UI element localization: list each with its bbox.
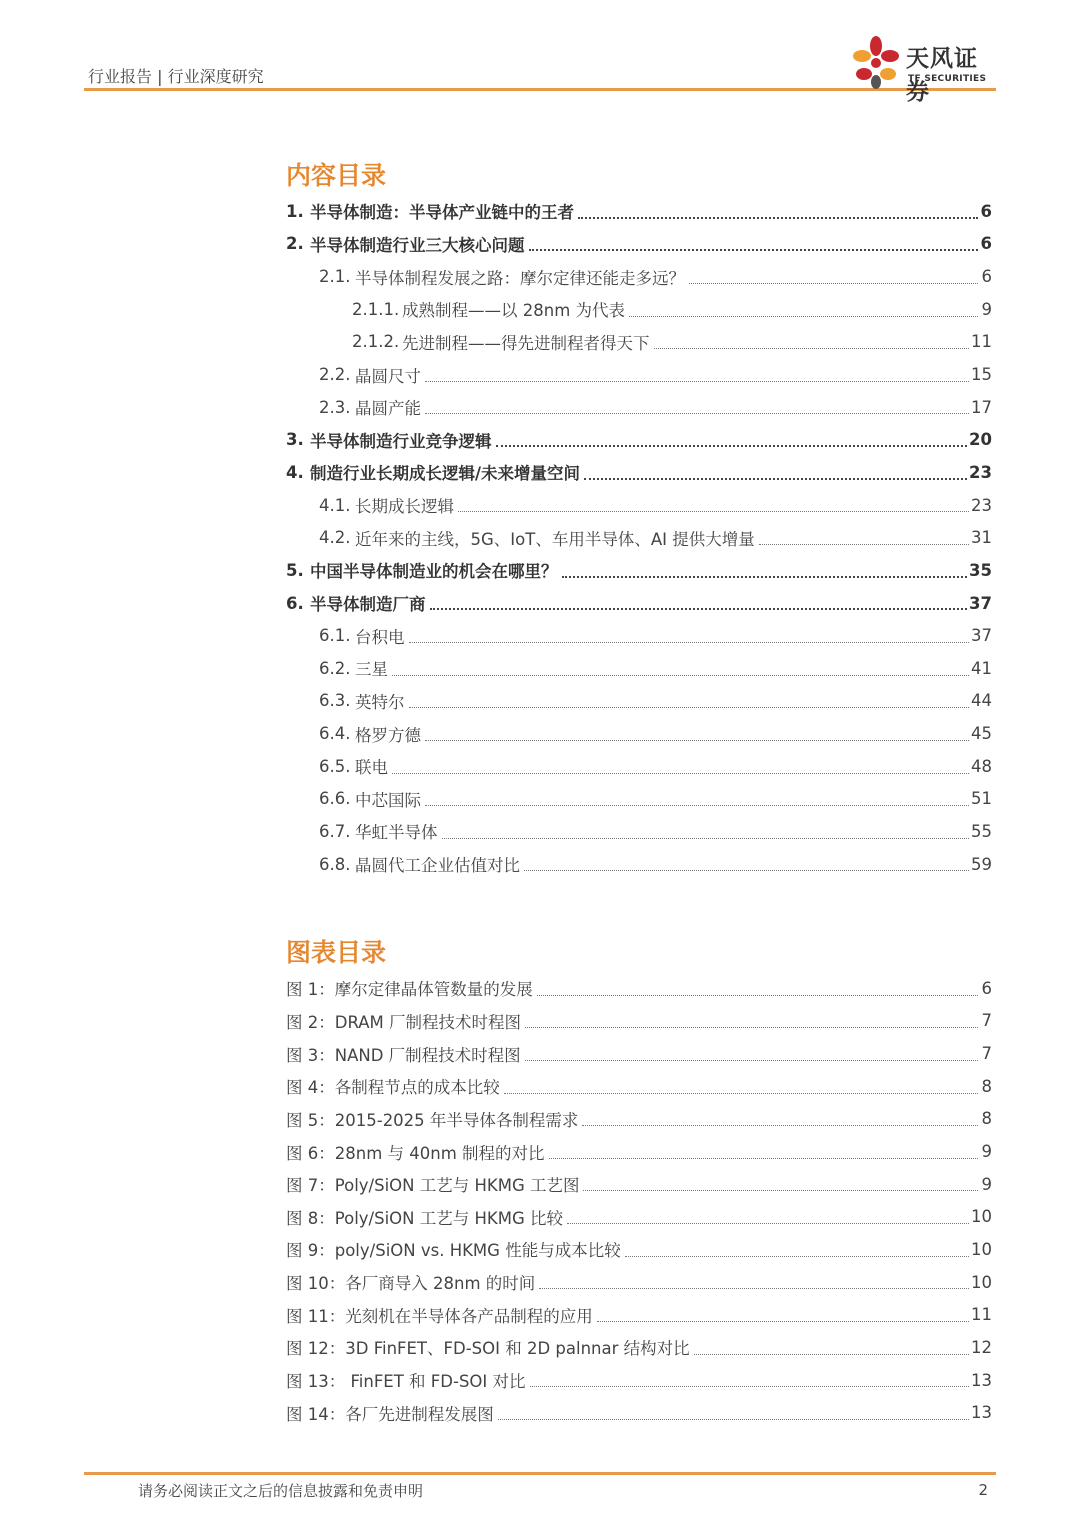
toc-entry-page: 37 bbox=[969, 593, 992, 613]
figure-entry-page: 7 bbox=[981, 1044, 992, 1064]
toc-entry-title: 英特尔 bbox=[355, 692, 405, 712]
toc-list bbox=[286, 195, 992, 880]
toc-entry-number: 6.6. bbox=[319, 789, 351, 809]
toc-entry[interactable] bbox=[286, 554, 992, 587]
dot-leader bbox=[392, 772, 969, 774]
toc-entry[interactable] bbox=[286, 326, 992, 359]
figure-entry-page: 13 bbox=[971, 1403, 992, 1423]
dot-leader bbox=[549, 1157, 978, 1159]
logo-subtitle: TF SECURITIES bbox=[908, 74, 987, 84]
figure-entry-page: 8 bbox=[981, 1076, 992, 1096]
dot-leader bbox=[597, 1320, 969, 1322]
toc-entry-number: 3. bbox=[286, 430, 304, 450]
toc-entry-page: 17 bbox=[971, 397, 992, 417]
toc-entry[interactable] bbox=[286, 619, 992, 652]
toc-entry-number: 6.3. bbox=[319, 691, 351, 711]
toc-entry-page: 48 bbox=[971, 756, 992, 776]
figure-entry-title: 图 11：光刻机在半导体各产品制程的应用 bbox=[286, 1306, 593, 1326]
toc-entry[interactable] bbox=[286, 489, 992, 522]
toc-entry-number: 6.8. bbox=[319, 854, 351, 874]
figures-title: 图表目录 bbox=[286, 938, 387, 967]
dot-leader bbox=[625, 1255, 969, 1257]
toc-entry[interactable] bbox=[286, 750, 992, 783]
toc-entry-number: 6.5. bbox=[319, 756, 351, 776]
toc-entry-number: 6.7. bbox=[319, 821, 351, 841]
figure-entry-page: 10 bbox=[971, 1239, 992, 1259]
toc-entry[interactable] bbox=[286, 587, 992, 620]
figure-entry[interactable] bbox=[286, 1135, 992, 1168]
dot-leader bbox=[530, 1385, 969, 1387]
dot-leader bbox=[425, 739, 969, 741]
dot-leader bbox=[442, 837, 970, 839]
figure-entry-page: 13 bbox=[971, 1370, 992, 1390]
toc-entry[interactable] bbox=[286, 783, 992, 816]
toc-entry[interactable] bbox=[286, 358, 992, 391]
figures-list bbox=[286, 972, 992, 1429]
footer-disclaimer: 请务必阅读正文之后的信息披露和免责申明 bbox=[138, 1482, 424, 1500]
header-breadcrumb: 行业报告 | 行业深度研究 bbox=[88, 67, 264, 86]
figure-entry-title: 图 2：DRAM 厂制程技术时程图 bbox=[286, 1012, 522, 1032]
figure-entry-title: 图 3：NAND 厂制程技术时程图 bbox=[286, 1045, 521, 1065]
toc-entry-page: 44 bbox=[971, 691, 992, 711]
toc-entry-title: 先进制程——得先进制程者得天下 bbox=[402, 333, 650, 353]
figure-entry-page: 9 bbox=[981, 1174, 992, 1194]
toc-entry-page: 6 bbox=[980, 234, 992, 254]
toc-entry-page: 35 bbox=[969, 560, 992, 580]
toc-entry-number: 2. bbox=[286, 234, 304, 254]
figure-entry[interactable] bbox=[286, 1103, 992, 1136]
figure-entry[interactable] bbox=[286, 1298, 992, 1331]
figure-entry-title: 图 7：Poly/SiON 工艺与 HKMG 工艺图 bbox=[286, 1176, 580, 1196]
figure-entry[interactable] bbox=[286, 1070, 992, 1103]
dot-leader bbox=[529, 248, 979, 251]
toc-entry-page: 41 bbox=[971, 658, 992, 678]
figure-entry[interactable] bbox=[286, 1396, 992, 1429]
toc-entry-title: 晶圆产能 bbox=[355, 399, 421, 419]
toc-entry-title: 制造行业长期成长逻辑/未来增量空间 bbox=[310, 464, 581, 484]
toc-entry-title: 中国半导体制造业的机会在哪里？ bbox=[310, 562, 558, 582]
dot-leader bbox=[496, 444, 968, 447]
toc-entry[interactable] bbox=[286, 652, 992, 685]
footer-rule bbox=[84, 1472, 996, 1475]
figure-entry-title: 图 4：各制程节点的成本比较 bbox=[286, 1078, 500, 1098]
toc-entry[interactable] bbox=[286, 195, 992, 228]
toc-entry-title: 半导体制造行业竞争逻辑 bbox=[310, 431, 492, 451]
toc-entry[interactable] bbox=[286, 685, 992, 718]
toc-entry-page: 6 bbox=[981, 267, 992, 287]
toc-entry[interactable] bbox=[286, 391, 992, 424]
figure-entry[interactable] bbox=[286, 1331, 992, 1364]
toc-entry-number: 2.1. bbox=[319, 267, 351, 287]
dot-leader bbox=[425, 412, 969, 414]
dot-leader bbox=[539, 1287, 969, 1289]
toc-entry-page: 15 bbox=[971, 365, 992, 385]
figure-entry-page: 12 bbox=[971, 1337, 992, 1357]
dot-leader bbox=[583, 1189, 978, 1191]
figure-entry[interactable] bbox=[286, 1233, 992, 1266]
figure-entry-page: 9 bbox=[981, 1142, 992, 1162]
dot-leader bbox=[629, 315, 978, 317]
toc-entry-title: 半导体制程发展之路：摩尔定律还能走多远？ bbox=[355, 268, 685, 288]
toc-entry-number: 2.2. bbox=[319, 365, 351, 385]
dot-leader bbox=[458, 510, 969, 512]
toc-entry-title: 成熟制程——以 28nm 为代表 bbox=[402, 301, 626, 321]
figure-entry-title: 图 8：Poly/SiON 工艺与 HKMG 比较 bbox=[286, 1208, 563, 1228]
dot-leader bbox=[694, 1353, 969, 1355]
toc-entry-number: 6.4. bbox=[319, 724, 351, 744]
toc-entry-page: 20 bbox=[969, 430, 992, 450]
figure-entry[interactable] bbox=[286, 1364, 992, 1397]
figure-entry-page: 6 bbox=[981, 978, 992, 998]
toc-entry-title: 半导体制造行业三大核心问题 bbox=[310, 235, 525, 255]
toc-entry-title: 台积电 bbox=[355, 627, 405, 647]
dot-leader bbox=[425, 380, 969, 382]
toc-entry-number: 5. bbox=[286, 560, 304, 580]
dot-leader bbox=[562, 575, 968, 578]
toc-entry-page: 6 bbox=[980, 201, 992, 221]
toc-entry-number: 2.3. bbox=[319, 397, 351, 417]
flower-logo-icon bbox=[850, 34, 904, 90]
toc-entry-number: 6.2. bbox=[319, 658, 351, 678]
toc-entry-page: 45 bbox=[971, 724, 992, 744]
company-logo bbox=[850, 34, 1000, 105]
figure-entry[interactable] bbox=[286, 1266, 992, 1299]
toc-entry-title: 长期成长逻辑 bbox=[355, 497, 454, 517]
dot-leader bbox=[654, 347, 970, 349]
figure-entry-title: 图 12：3D FinFET、FD-SOI 和 2D palnnar 结构对比 bbox=[286, 1339, 690, 1359]
dot-leader bbox=[498, 1418, 969, 1420]
toc-entry-title: 华虹半导体 bbox=[355, 823, 438, 843]
toc-entry-title: 三星 bbox=[355, 660, 388, 680]
toc-entry-page: 11 bbox=[971, 332, 992, 352]
figure-entry[interactable] bbox=[286, 1005, 992, 1038]
dot-leader bbox=[567, 1222, 969, 1224]
toc-entry[interactable] bbox=[286, 717, 992, 750]
dot-leader bbox=[409, 641, 970, 643]
dot-leader bbox=[525, 1059, 978, 1061]
toc-entry-number: 4.1. bbox=[319, 495, 351, 515]
toc-entry[interactable] bbox=[286, 260, 992, 293]
toc-entry[interactable] bbox=[286, 815, 992, 848]
dot-leader bbox=[537, 994, 978, 996]
toc-entry[interactable] bbox=[286, 848, 992, 881]
toc-entry-number: 2.1.1. bbox=[352, 299, 400, 319]
toc-entry[interactable] bbox=[286, 521, 992, 554]
dot-leader bbox=[430, 607, 968, 610]
figure-entry-title: 图 1：摩尔定律晶体管数量的发展 bbox=[286, 980, 533, 1000]
dot-leader bbox=[578, 216, 978, 219]
toc-entry-number: 6. bbox=[286, 593, 304, 613]
toc-entry-page: 59 bbox=[971, 854, 992, 874]
dot-leader bbox=[504, 1092, 978, 1094]
toc-entry-number: 2.1.2. bbox=[352, 332, 400, 352]
dot-leader bbox=[409, 706, 970, 708]
dot-leader bbox=[392, 674, 969, 676]
figure-entry-title: 图 5：2015-2025 年半导体各制程需求 bbox=[286, 1110, 579, 1130]
dot-leader bbox=[525, 1026, 978, 1028]
toc-entry-page: 31 bbox=[971, 528, 992, 548]
figure-entry-title: 图 6：28nm 与 40nm 制程的对比 bbox=[286, 1143, 545, 1163]
figure-entry-page: 8 bbox=[981, 1109, 992, 1129]
toc-entry-number: 4. bbox=[286, 462, 304, 482]
toc-entry-page: 37 bbox=[971, 626, 992, 646]
toc-entry-title: 联电 bbox=[355, 758, 388, 778]
toc-entry[interactable] bbox=[286, 456, 992, 489]
toc-entry-title: 近年来的主线，5G、IoT、车用半导体、AI 提供大增量 bbox=[355, 529, 755, 549]
toc-entry-page: 23 bbox=[971, 495, 992, 515]
dot-leader bbox=[689, 282, 978, 284]
toc-entry-page: 23 bbox=[969, 462, 992, 482]
figure-entry-title: 图 10：各厂商导入 28nm 的时间 bbox=[286, 1274, 536, 1294]
toc-entry-page: 51 bbox=[971, 789, 992, 809]
figure-entry-page: 7 bbox=[981, 1011, 992, 1031]
figure-entry-page: 10 bbox=[971, 1272, 992, 1292]
figure-entry-title: 图 13： FinFET 和 FD-SOI 对比 bbox=[286, 1372, 526, 1391]
toc-entry-title: 半导体制造：半导体产业链中的王者 bbox=[310, 203, 574, 223]
figure-entry-page: 10 bbox=[971, 1207, 992, 1227]
toc-entry-title: 晶圆代工企业估值对比 bbox=[355, 856, 520, 876]
page-number: 2 bbox=[978, 1481, 988, 1499]
toc-entry-number: 6.1. bbox=[319, 626, 351, 646]
dot-leader bbox=[425, 804, 969, 806]
figure-entry-title: 图 9：poly/SiON vs. HKMG 性能与成本比较 bbox=[286, 1241, 621, 1261]
logo-name: 天风证券 bbox=[906, 46, 978, 105]
toc-entry-number: 1. bbox=[286, 201, 304, 221]
dot-leader bbox=[759, 543, 969, 545]
toc-entry-number: 4.2. bbox=[319, 528, 351, 548]
figure-entry[interactable] bbox=[286, 1200, 992, 1233]
dot-leader bbox=[582, 1124, 978, 1126]
toc-title: 内容目录 bbox=[286, 161, 387, 190]
dot-leader bbox=[584, 477, 967, 480]
toc-entry[interactable] bbox=[286, 228, 992, 261]
toc-entry[interactable] bbox=[286, 293, 992, 326]
toc-entry-title: 中芯国际 bbox=[355, 790, 421, 810]
figure-entry[interactable] bbox=[286, 1037, 992, 1070]
figure-entry-page: 11 bbox=[971, 1305, 992, 1325]
toc-entry-title: 格罗方德 bbox=[355, 725, 421, 745]
figure-entry[interactable] bbox=[286, 972, 992, 1005]
toc-entry-page: 55 bbox=[971, 821, 992, 841]
toc-entry[interactable] bbox=[286, 423, 992, 456]
figure-entry-title: 图 14：各厂先进制程发展图 bbox=[286, 1404, 494, 1424]
toc-entry-title: 晶圆尺寸 bbox=[355, 366, 421, 386]
dot-leader bbox=[524, 869, 969, 871]
toc-entry-page: 9 bbox=[981, 299, 992, 319]
toc-entry-title: 半导体制造厂商 bbox=[310, 595, 426, 614]
figure-entry[interactable] bbox=[286, 1168, 992, 1201]
